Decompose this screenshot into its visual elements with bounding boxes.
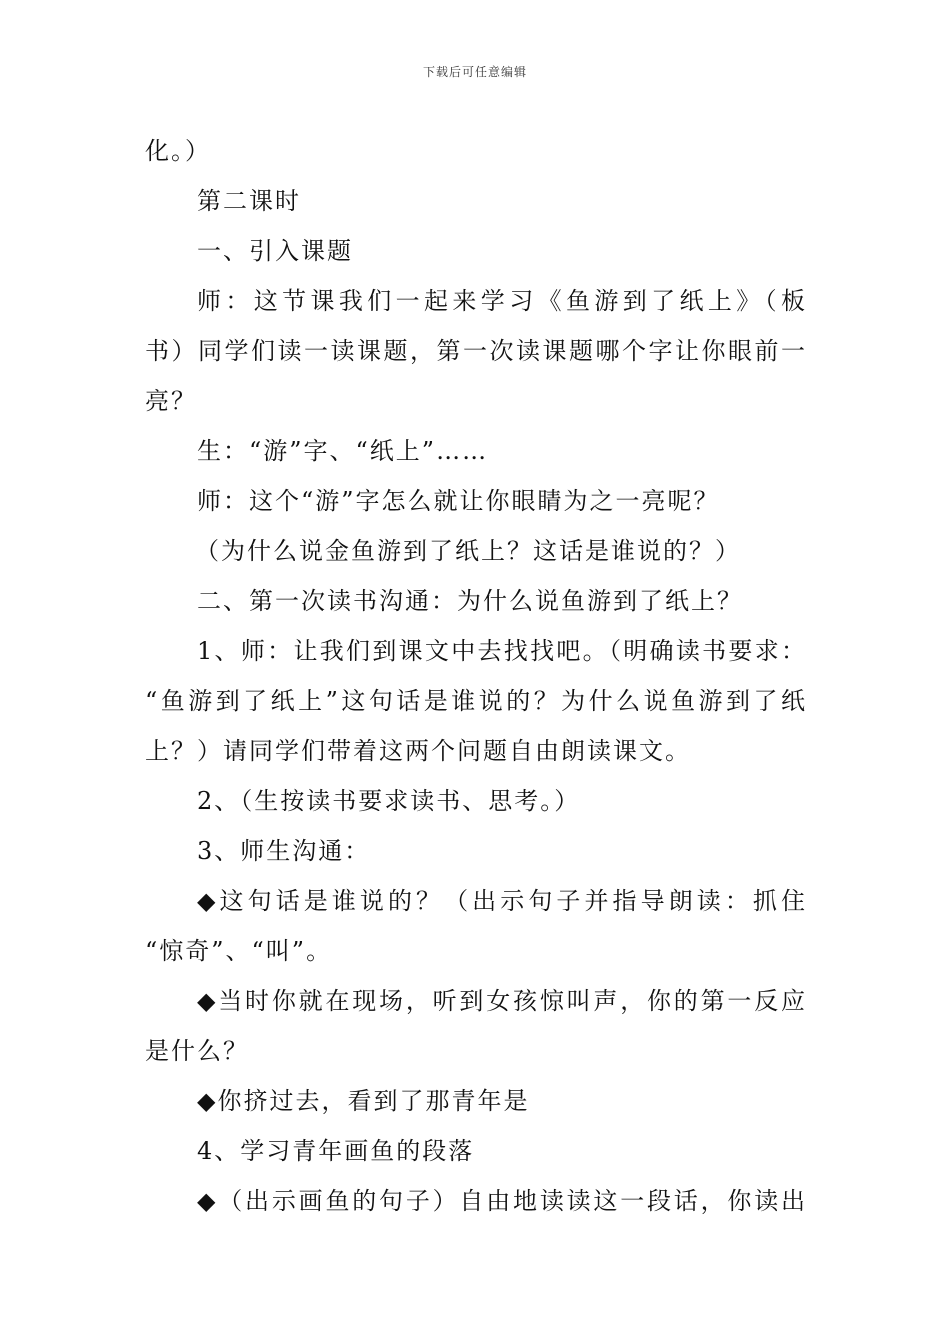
- bullet-line: ◆当时你就在现场，听到女孩惊叫声，你的第一反应: [197, 987, 807, 1015]
- bullet-line: ◆这句话是谁说的？（出示句子并指导朗读：抓住: [197, 887, 807, 915]
- paragraph-line: “鱼游到了纸上”这句话是谁说的？为什么说鱼游到了纸: [145, 687, 807, 715]
- paragraph-line: 师：这个“游”字怎么就让你眼睛为之一亮呢？: [197, 487, 720, 515]
- bullet-line: ◆你挤过去，看到了那青年是: [197, 1087, 530, 1115]
- paragraph-line: 上？）请同学们带着这两个问题自由朗读课文。: [145, 737, 691, 765]
- bullet-line: ◆（出示画鱼的句子）自由地读读这一段话，你读出: [197, 1187, 807, 1215]
- paragraph-line: 生：“游”字、“纸上”……: [197, 437, 489, 465]
- paragraph-line: 是什么？: [145, 1037, 249, 1065]
- paragraph-line: 1、师：让我们到课文中去找找吧。（明确读书要求：: [197, 637, 807, 665]
- paragraph-line: 亮？: [145, 387, 197, 415]
- paragraph-line: （为什么说金鱼游到了纸上？这话是谁说的？）: [195, 537, 741, 565]
- section-heading: 二、第一次读书沟通：为什么说鱼游到了纸上？: [197, 587, 743, 615]
- page-header: 下载后可任意编辑: [422, 65, 527, 79]
- paragraph-line: 4、学习青年画鱼的段落: [197, 1137, 475, 1165]
- paragraph-line: 2、（生按读书要求读书、思考。）: [197, 787, 581, 815]
- paragraph-line: “惊奇”、“叫”。: [145, 937, 333, 965]
- paragraph-line: 师：这节课我们一起来学习《鱼游到了纸上》（板: [197, 287, 807, 315]
- document-body: [145, 126, 807, 1226]
- paragraph-line: 书）同学们读一读课题，第一次读课题哪个字让你眼前一: [145, 337, 807, 365]
- section-heading: 一、引入课题: [197, 237, 353, 265]
- text-line: 化。）: [145, 137, 211, 165]
- paragraph-line: 3、师生沟通：: [197, 837, 371, 865]
- section-heading: 第二课时: [197, 187, 301, 215]
